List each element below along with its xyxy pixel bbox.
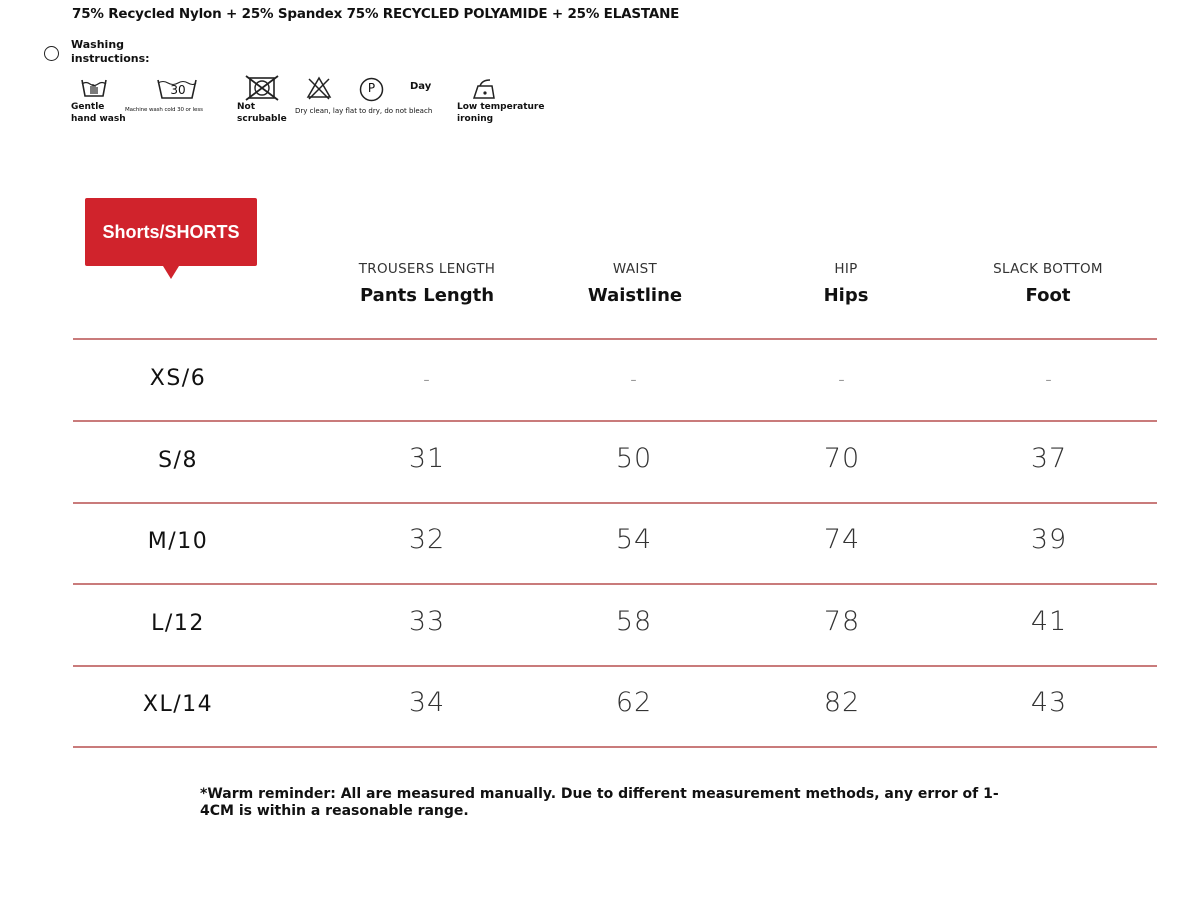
size-cell: S/8	[158, 448, 198, 473]
column-header-en: HIP	[834, 261, 858, 277]
column-header-label: Foot	[1025, 285, 1071, 306]
care-label-not-scrubable: Not scrubable	[237, 102, 287, 124]
size-cell: L/12	[151, 611, 205, 636]
category-badge	[85, 198, 257, 266]
gentle-hand-wash-icon	[80, 76, 108, 100]
dry-clean-letter: P	[367, 81, 376, 95]
value-cell: 54	[615, 524, 653, 555]
day-label: Day	[410, 81, 432, 92]
wash-temperature-text: 30	[170, 83, 186, 97]
table-divider	[73, 583, 1157, 585]
value-cell: -	[630, 369, 638, 390]
value-cell: 33	[408, 606, 446, 637]
table-divider	[73, 665, 1157, 667]
material-composition: 75% Recycled Nylon + 25% Spandex 75% RECYCLED POLYAMIDE + 25% ELASTANE	[72, 6, 680, 22]
care-label-hand-wash: Gentle hand wash	[71, 102, 126, 124]
value-cell: 39	[1030, 524, 1068, 555]
column-header-pants-length	[307, 261, 547, 306]
column-header-en: TROUSERS LENGTH	[358, 261, 496, 277]
care-label-ironing: Low temperature ironing	[457, 102, 545, 124]
washing-instructions-title: Washing instructions:	[71, 38, 150, 65]
category-badge-text: Shorts/SHORTS	[102, 221, 240, 242]
value-cell: 32	[408, 524, 446, 555]
no-tumble-dry-icon	[244, 74, 280, 102]
low-temperature-iron-icon	[470, 77, 498, 101]
value-cell: 70	[823, 443, 861, 474]
value-cell: 58	[615, 606, 653, 637]
column-header-foot	[928, 261, 1168, 306]
table-divider	[73, 502, 1157, 504]
value-cell: -	[423, 369, 431, 390]
column-header-label: Pants Length	[359, 285, 495, 306]
table-divider	[73, 338, 1157, 340]
care-label-machine-wash: Machine wash cold 30 or less	[125, 107, 203, 113]
radio-circle-icon	[44, 46, 59, 61]
size-cell: M/10	[147, 529, 209, 554]
value-cell: 50	[615, 443, 653, 474]
value-cell: 78	[823, 606, 861, 637]
size-cell: XL/14	[142, 692, 214, 717]
value-cell: -	[1045, 369, 1053, 390]
value-cell: 31	[408, 443, 446, 474]
value-cell: 37	[1030, 443, 1068, 474]
measurement-note: *Warm reminder: All are measured manually. Due to different measurement methods, any error of 1-4CM is within a reasonable range.	[200, 786, 999, 819]
value-cell: 41	[1030, 606, 1068, 637]
column-header-label: Waistline	[587, 285, 683, 306]
value-cell: 62	[615, 687, 653, 718]
column-header-waist	[515, 261, 755, 306]
column-header-en: WAIST	[612, 261, 658, 277]
value-cell: -	[838, 369, 846, 390]
value-cell: 82	[823, 687, 861, 718]
do-not-bleach-icon	[306, 76, 332, 100]
badge-pointer	[163, 266, 179, 279]
column-header-label: Hips	[823, 285, 869, 306]
value-cell: 43	[1030, 687, 1068, 718]
value-cell: 74	[823, 524, 861, 555]
table-divider	[73, 746, 1157, 748]
care-label-dry-clean: Dry clean, lay flat to dry, do not bleach	[295, 107, 433, 115]
column-header-en: SLACK BOTTOM	[993, 261, 1103, 277]
value-cell: 34	[408, 687, 446, 718]
table-divider	[73, 420, 1157, 422]
size-cell: XS/6	[149, 366, 207, 391]
